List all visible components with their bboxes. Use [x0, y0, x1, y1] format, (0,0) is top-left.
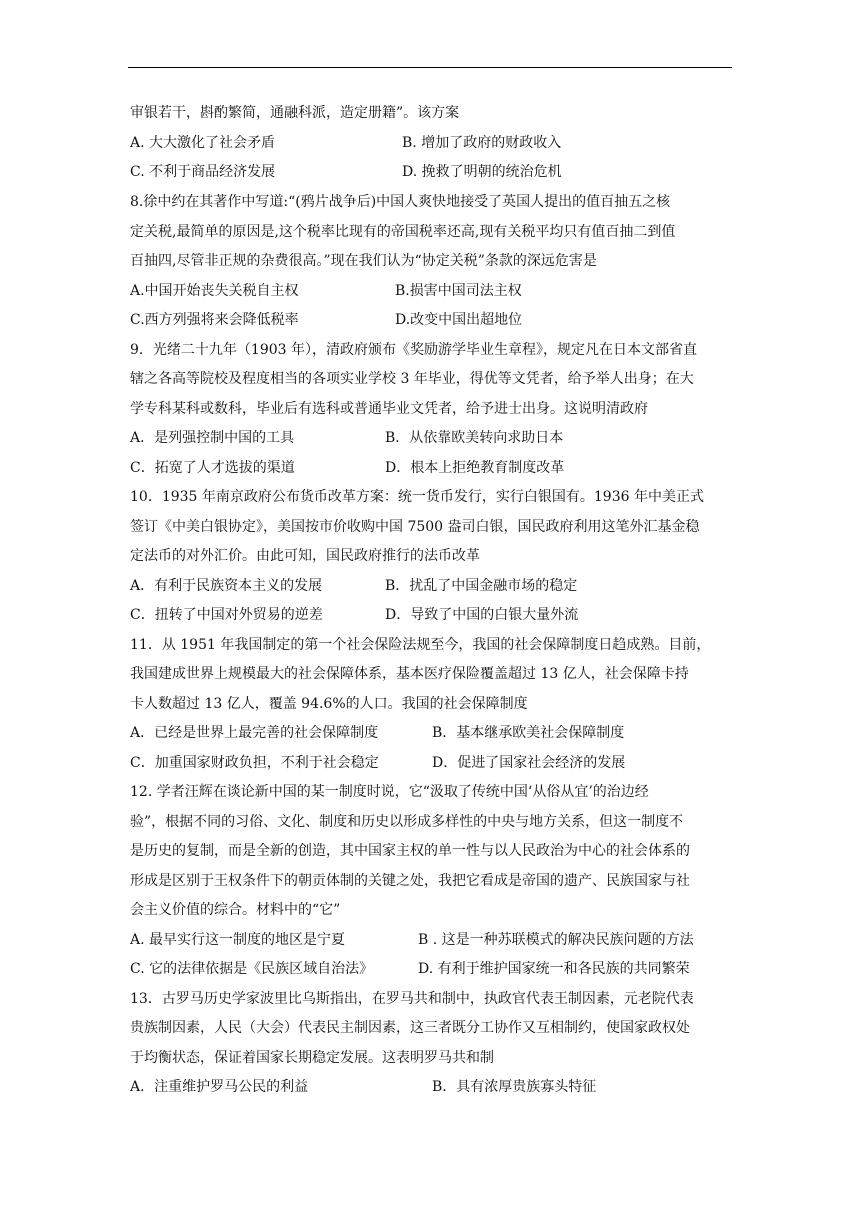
q12-stem-line-5: 会主义价值的综合。材料中的“它” — [130, 902, 341, 918]
q13-option-b: B．具有浓厚贵族寡头特征 — [432, 1079, 597, 1095]
q13-stem-line-2: 贵族制因素，人民（大会）代表民主制因素，这三者既分工协作又互相制约，使国家政权处 — [130, 1020, 690, 1036]
q11-option-b: B．基本继承欧美社会保障制度 — [432, 725, 625, 741]
q8-option-d: D.改变中国出超地位 — [395, 312, 523, 328]
q7-option-c: C. 不利于商品经济发展 — [130, 164, 276, 180]
q11-stem-line-3: 卡人数超过 13 亿人，覆盖 94.6%的人口。我国的社会保障制度 — [130, 696, 528, 712]
q7-option-b: B. 增加了政府的财政收入 — [402, 135, 562, 151]
q12-stem-line-2: 验”，根据不同的习俗、文化、制度和历史以形成多样性的中央与地方关系，但这一制度不 — [130, 814, 684, 830]
q11-option-c: C．加重国家财政负担，不利于社会稳定 — [130, 755, 379, 771]
q13-stem-line-1: 13．古罗马历史学家波里比乌斯指出，在罗马共和制中，执政官代表王制因素，元老院代表 — [130, 991, 694, 1007]
q9-stem-line-2: 辖之各高等院校及程度相当的各项实业学校 3 年毕业，得优等文凭者，给予举人出身；在大 — [130, 371, 694, 387]
q10-option-d: D．导致了中国的白银大量外流 — [385, 607, 579, 623]
q9-option-a: A．是列强控制中国的工具 — [130, 430, 295, 446]
q7-option-a: A. 大大激化了社会矛盾 — [130, 135, 276, 151]
q13-stem-line-3: 于均衡状态，保证着国家长期稳定发展。这表明罗马共和制 — [130, 1050, 494, 1066]
q9-stem-line-3: 学专科某科或数科，毕业后有选科或普通毕业文凭者，给予进士出身。这说明清政府 — [130, 401, 648, 417]
q10-stem-line-2: 签订《中美白银协定》，美国按市价收购中国 7500 盎司白银，国民政府利用这笔外汇基金稳 — [130, 519, 700, 535]
q8-option-b: B.损害中国司法主权 — [395, 283, 522, 299]
q9-option-d: D．根本上拒绝教育制度改革 — [385, 460, 565, 476]
q8-stem-line-1: 8.徐中约在其著作中写道:“(鸦片战争后)中国人爽快地接受了英国人提出的值百抽五之核 — [130, 194, 671, 210]
q8-stem-line-2: 定关税,最简单的原因是,这个税率比现有的帝国税率还高,现有关税平均只有值百抽二到值 — [130, 224, 676, 240]
q9-stem-line-1: 9．光绪二十九年（1903 年），清政府颁布《奖励游学毕业生章程》，规定凡在日本文部省直 — [130, 342, 697, 358]
q8-stem-line-3: 百抽四,尽管非正规的杂费很高。”现在我们认为“协定关税”条款的深远危害是 — [130, 253, 597, 269]
q8-option-a: A.中国开始丧失关税自主权 — [130, 283, 299, 299]
q11-stem-line-1: 11．从 1951 年我国制定的第一个社会保险法规至今，我国的社会保障制度日趋成熟。目前， — [130, 637, 711, 653]
q8-option-c: C.西方列强将来会降低税率 — [130, 312, 299, 328]
q11-stem-line-2: 我国建成世界上规模最大的社会保障体系，基本医疗保险覆盖超过 13 亿人，社会保障卡持 — [130, 666, 689, 682]
q12-option-d: D. 有利于维护国家统一和各民族的共同繁荣 — [418, 961, 690, 977]
q10-option-c: C．扭转了中国对外贸易的逆差 — [130, 607, 323, 623]
q10-stem-line-3: 定法币的对外汇价。由此可知，国民政府推行的法币改革 — [130, 548, 480, 564]
q12-option-a: A. 最早实行这一制度的地区是宁夏 — [130, 932, 346, 948]
q9-option-b: B．从依靠欧美转向求助日本 — [385, 430, 564, 446]
header-rule — [128, 67, 732, 68]
q12-stem-line-1: 12. 学者汪辉在谈论新中国的某一制度时说，它“汲取了传统中国‘从俗从宜’的治边经 — [130, 784, 649, 800]
q7-stem-line: 审银若干，斟酌繁简，通融科派，造定册籍”。该方案 — [130, 105, 460, 121]
q10-option-b: B．扰乱了中国金融市场的稳定 — [385, 578, 578, 594]
q12-option-c: C. 它的法律依据是《民族区域自治法》 — [130, 961, 374, 977]
q13-option-a: A．注重维护罗马公民的利益 — [130, 1079, 309, 1095]
q10-stem-line-1: 10．1935 年南京政府公布货币改革方案：统一货币发行，实行白银国有。1936 年中美正式 — [130, 489, 704, 505]
q7-option-d: D. 挽救了明朝的统治危机 — [402, 164, 562, 180]
q12-stem-line-3: 是历史的复制，而是全新的创造，其中国家主权的单一性与以人民政治为中心的社会体系的 — [130, 843, 690, 859]
q11-option-d: D．促进了国家社会经济的发展 — [432, 755, 626, 771]
q10-option-a: A．有利于民族资本主义的发展 — [130, 578, 323, 594]
q12-option-b: B . 这是一种苏联模式的解决民族问题的方法 — [418, 932, 694, 948]
q9-option-c: C．拓宽了人才选拔的渠道 — [130, 460, 295, 476]
q12-stem-line-4: 形成是区别于王权条件下的朝贡体制的关键之处，我把它看成是帝国的遗产、民族国家与社 — [130, 873, 690, 889]
q11-option-a: A．已经是世界上最完善的社会保障制度 — [130, 725, 379, 741]
